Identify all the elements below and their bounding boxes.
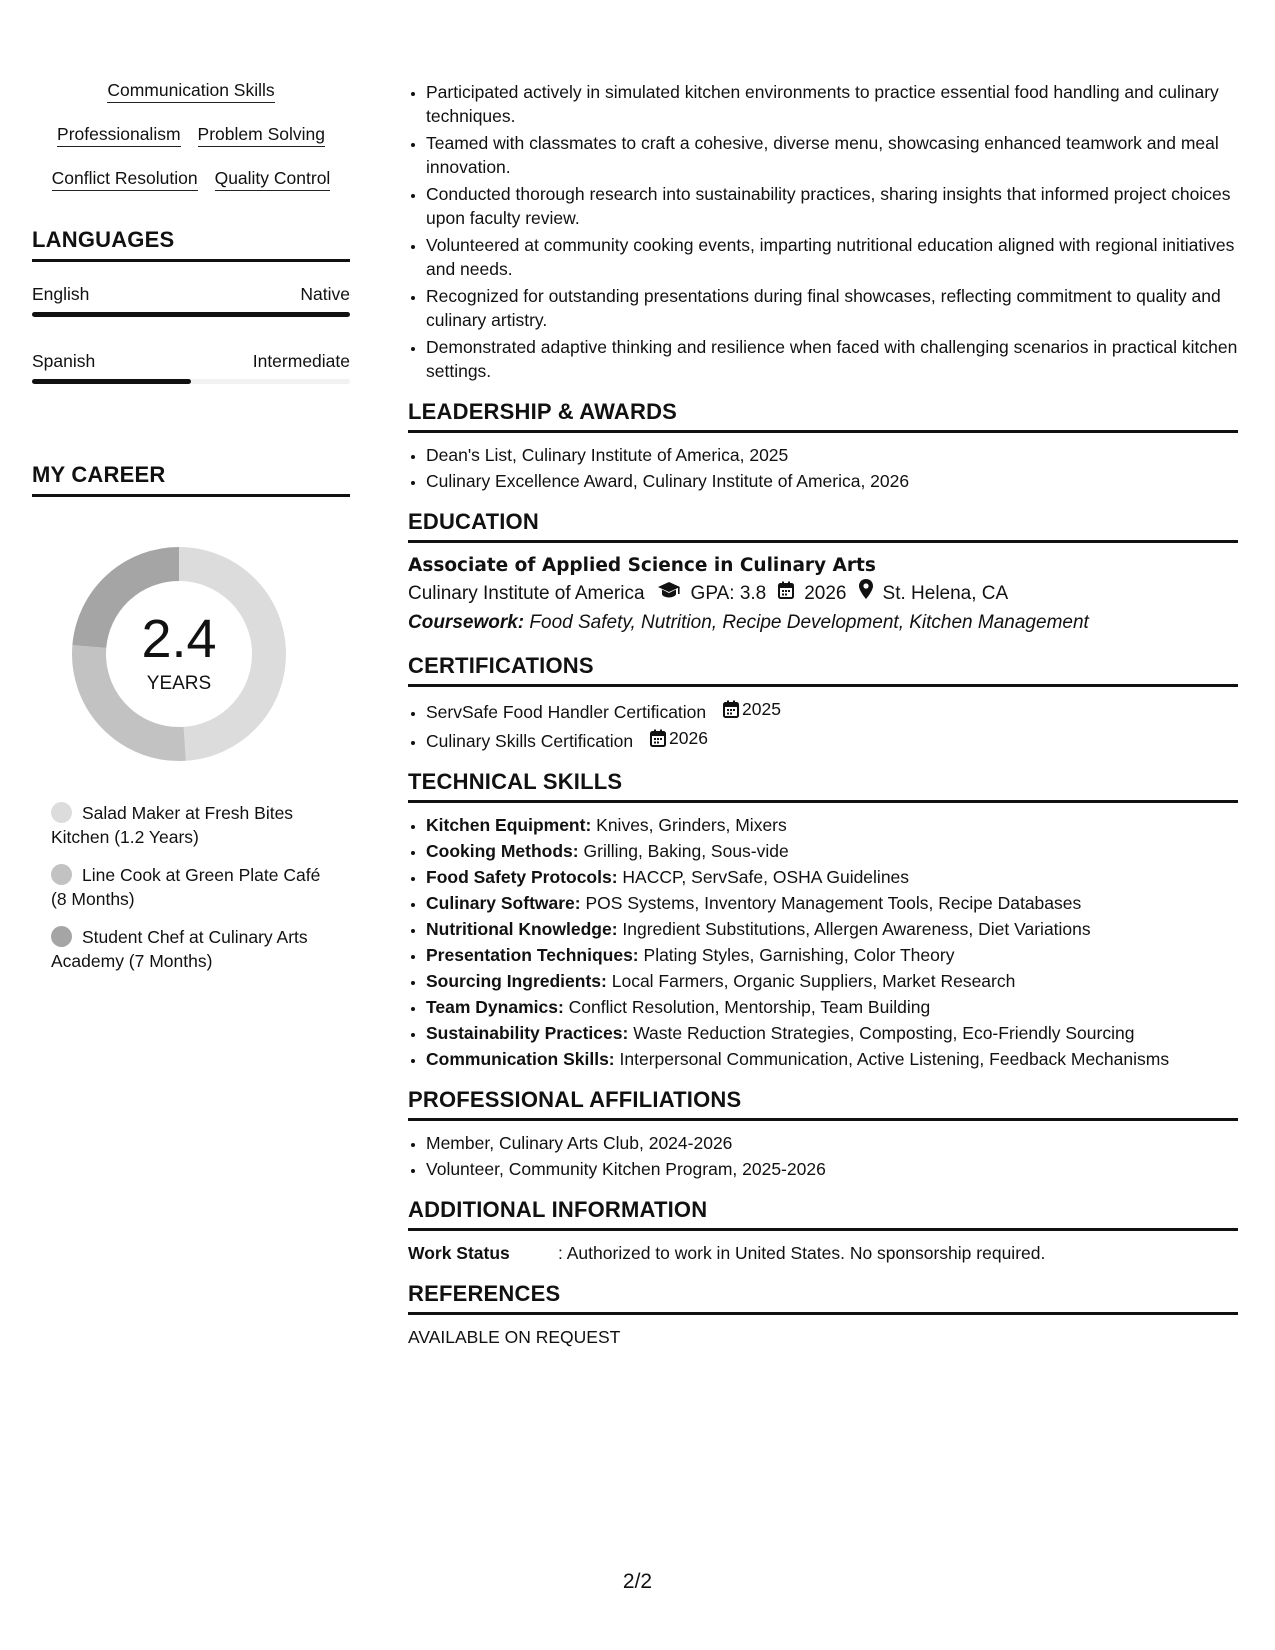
- language-name: Spanish: [32, 351, 96, 371]
- list-item: • Member, Culinary Arts Club, 2024-2026: [426, 1131, 1238, 1155]
- legend-item: [51, 925, 350, 973]
- career-legend: [32, 801, 350, 973]
- skill-row: [32, 124, 350, 147]
- skill-value: Local Farmers, Organic Suppliers, Market Research: [611, 971, 1016, 991]
- references-heading: REFERENCES: [408, 1281, 1238, 1315]
- skill-value: Conflict Resolution, Mentorship, Team Building: [568, 997, 931, 1017]
- right-column: [408, 80, 1238, 1349]
- skill-label: Culinary Software:: [426, 893, 581, 913]
- legend-dot: [51, 864, 72, 885]
- affiliations-list: [408, 1131, 1238, 1181]
- legend-label: Line Cook at Green Plate Café (8 Months): [51, 865, 321, 909]
- list-item: [426, 891, 1238, 915]
- skill-label: Team Dynamics:: [426, 997, 564, 1017]
- language-level: Intermediate: [252, 351, 350, 371]
- additional-info-heading: ADDITIONAL INFORMATION: [408, 1197, 1238, 1231]
- certification-year: 2026: [669, 728, 708, 748]
- list-item: • Volunteer, Community Kitchen Program, 2025-2026: [426, 1157, 1238, 1181]
- education-school: Culinary Institute of America: [408, 583, 645, 604]
- skill-tag: Communication Skills: [107, 80, 274, 103]
- list-item: [426, 697, 1238, 724]
- skill-value: Ingredient Substitutions, Allergen Awareness, Diet Variations: [622, 919, 1091, 939]
- graduation-cap-icon: [657, 579, 681, 609]
- language-bar: [32, 379, 350, 384]
- list-item: [426, 943, 1238, 967]
- list-item: • Volunteered at community cooking events, imparting nutritional education aligned with regional initiatives and needs.: [426, 233, 1238, 281]
- skill-value: Plating Styles, Garnishing, Color Theory: [643, 945, 955, 965]
- leadership-heading: LEADERSHIP & AWARDS: [408, 399, 1238, 433]
- leadership-list: [408, 443, 1238, 493]
- legend-item: [51, 801, 350, 849]
- legend-label: Salad Maker at Fresh Bites Kitchen (1.2 Years): [51, 803, 294, 847]
- skill-label: Sourcing Ingredients:: [426, 971, 607, 991]
- skill-label: Sustainability Practices:: [426, 1023, 629, 1043]
- skill-tag: Problem Solving: [198, 124, 325, 147]
- work-status-label: Work Status: [408, 1243, 510, 1263]
- list-item: [426, 917, 1238, 941]
- coursework-label: Coursework:: [408, 612, 525, 633]
- certifications-list: [408, 697, 1238, 753]
- skill-value: Waste Reduction Strategies, Composting, Eco-Friendly Sourcing: [633, 1023, 1135, 1043]
- list-item: • Culinary Excellence Award, Culinary Institute of America, 2026: [426, 469, 1238, 493]
- legend-label: Student Chef at Culinary Arts Academy (7 Months): [51, 927, 308, 971]
- certifications-heading: CERTIFICATIONS: [408, 653, 1238, 687]
- career-total: 2.4: [141, 609, 217, 669]
- list-item: • Conducted thorough research into sustainability practices, sharing insights that informed project choices upon faculty review.: [426, 182, 1238, 230]
- legend-dot: [51, 802, 72, 823]
- languages-section: [32, 227, 350, 384]
- legend-item: [51, 863, 350, 911]
- skill-row: [32, 80, 350, 103]
- career-donut-chart: [66, 541, 292, 767]
- language-name: English: [32, 284, 90, 304]
- language-item: [32, 349, 350, 384]
- list-item: [426, 813, 1238, 837]
- skill-value: Grilling, Baking, Sous-vide: [583, 841, 789, 861]
- education-location: St. Helena, CA: [882, 583, 1009, 604]
- work-status-value: : Authorized to work in United States. No sponsorship required.: [558, 1243, 1046, 1263]
- references-text: AVAILABLE ON REQUEST: [408, 1327, 621, 1347]
- list-item: [426, 969, 1238, 993]
- skill-label: Nutritional Knowledge:: [426, 919, 618, 939]
- career-section: [32, 462, 350, 973]
- skill-label: Cooking Methods:: [426, 841, 579, 861]
- list-item: [426, 839, 1238, 863]
- language-item: [32, 282, 350, 317]
- education-details: [408, 579, 1238, 609]
- technical-skills-heading: TECHNICAL SKILLS: [408, 769, 1238, 803]
- certification-name: Culinary Skills Certification: [426, 731, 634, 751]
- page-number: 2/2: [622, 1570, 653, 1593]
- technical-skills-list: [408, 813, 1238, 1071]
- calendar-icon: [650, 729, 666, 747]
- work-status-row: [408, 1241, 1238, 1265]
- skill-label: Food Safety Protocols:: [426, 867, 618, 887]
- skill-label: Presentation Techniques:: [426, 945, 639, 965]
- skill-tag: Conflict Resolution: [52, 168, 198, 191]
- language-bar-fill: [32, 379, 191, 384]
- list-item: • Participated actively in simulated kitchen environments to practice essential food handling and culinary techniques.: [426, 80, 1238, 128]
- list-item: • Teamed with classmates to craft a cohesive, diverse menu, showcasing enhanced teamwork and meal innovation.: [426, 131, 1238, 179]
- soft-skills: [32, 80, 350, 191]
- calendar-icon: [723, 700, 739, 718]
- education-coursework: [408, 609, 1238, 637]
- education-gpa: GPA: 3.8: [690, 583, 767, 604]
- list-item: [426, 995, 1238, 1019]
- career-heading: MY CAREER: [32, 462, 350, 497]
- skill-value: POS Systems, Inventory Management Tools, Recipe Databases: [585, 893, 1082, 913]
- skill-value: Knives, Grinders, Mixers: [596, 815, 787, 835]
- language-bar-fill: [32, 312, 350, 317]
- coursework-value: Food Safety, Nutrition, Recipe Development, Kitchen Management: [529, 612, 1089, 633]
- location-pin-icon: [859, 579, 873, 609]
- skill-tag: Quality Control: [215, 168, 331, 191]
- legend-dot: [51, 926, 72, 947]
- skill-label: Communication Skills:: [426, 1049, 615, 1069]
- list-item: • Recognized for outstanding presentations during final showcases, reflecting commitment to quality and culinary artistry.: [426, 284, 1238, 332]
- certification-name: ServSafe Food Handler Certification: [426, 702, 707, 722]
- skill-label: Kitchen Equipment:: [426, 815, 592, 835]
- list-item: [426, 1047, 1238, 1071]
- language-level: Native: [300, 284, 350, 304]
- skill-row: [32, 168, 350, 191]
- languages-heading: LANGUAGES: [32, 227, 350, 262]
- calendar-icon: [778, 579, 794, 609]
- list-item: [426, 1021, 1238, 1045]
- certification-year: 2025: [742, 699, 781, 719]
- education-year: 2026: [804, 583, 847, 604]
- skill-tag: Professionalism: [57, 124, 181, 147]
- list-item: [426, 726, 1238, 753]
- skill-value: Interpersonal Communication, Active Listening, Feedback Mechanisms: [619, 1049, 1170, 1069]
- education-degree: Associate of Applied Science in Culinary Arts: [408, 555, 876, 576]
- left-column: [32, 80, 350, 987]
- project-bullets: [408, 80, 1238, 383]
- list-item: • Demonstrated adaptive thinking and resilience when faced with challenging scenarios in practical kitchen settings.: [426, 335, 1238, 383]
- list-item: • Dean's List, Culinary Institute of America, 2025: [426, 443, 1238, 467]
- affiliations-heading: PROFESSIONAL AFFILIATIONS: [408, 1087, 1238, 1121]
- skill-value: HACCP, ServSafe, OSHA Guidelines: [622, 867, 910, 887]
- language-bar: [32, 312, 350, 317]
- education-heading: EDUCATION: [408, 509, 1238, 543]
- list-item: [426, 865, 1238, 889]
- career-unit: YEARS: [146, 673, 212, 694]
